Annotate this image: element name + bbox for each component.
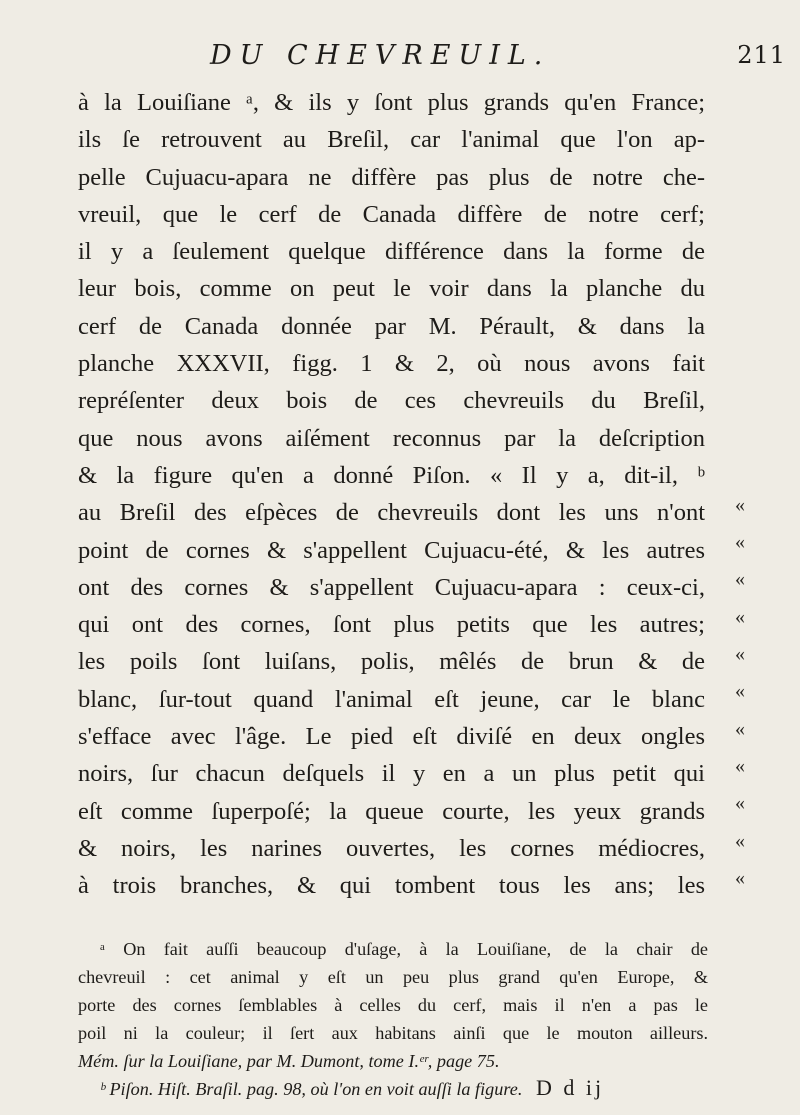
- text-line: au Breſil des eſpèces de chevreuils dont les uns n'ont: [78, 499, 705, 527]
- margin-quote-mark: «: [735, 830, 745, 852]
- text-line: cerf de Canada donnée par M. Pérault, & dans la: [78, 312, 705, 340]
- text-line: planche XXXVII, figg. 1 & 2, où nous avons fait: [78, 350, 705, 378]
- footnote-line: chevreuil : cet animal y eſt un peu plus grand qu'en Europe, &: [78, 967, 708, 987]
- text-line: ont des cornes & s'appellent Cujuacu-apara : ceux-ci,: [78, 573, 705, 601]
- margin-quote-mark: «: [735, 755, 745, 777]
- margin-quote-mark: «: [735, 643, 745, 665]
- footnote-line: ᵃ On fait auſſi beaucoup d'uſage, à la Louiſiane, de la chair de: [100, 939, 708, 959]
- text-line: que nous avons aiſément reconnus par la deſcription: [78, 424, 705, 452]
- text-line: blanc, ſur-tout quand l'animal eſt jeune, car le blanc: [78, 685, 705, 713]
- margin-quote-mark: «: [735, 680, 745, 702]
- text-line: repréſenter deux bois de ces chevreuils du Breſil,: [78, 387, 705, 415]
- footnote-line: Mém. ſur la Louiſiane, par M. Dumont, tome I.ᵉʳ, page 75.: [78, 1051, 500, 1071]
- margin-quote-mark: «: [735, 531, 745, 553]
- margin-quote-mark: «: [735, 867, 745, 889]
- footnote-line: porte des cornes ſemblables à celles du cerf, mais il n'en a pas le: [78, 995, 708, 1015]
- text-line: vreuil, que le cerf de Canada diffère de notre cerf;: [78, 200, 705, 228]
- margin-quote-mark: «: [735, 568, 745, 590]
- footnotes: [78, 935, 708, 1103]
- main-text: [78, 84, 705, 905]
- text-line: qui ont des cornes, ſont plus petits que les autres;: [78, 611, 705, 639]
- text-line: noirs, ſur chacun deſquels il y en a un plus petit qui: [78, 760, 705, 788]
- text-line: & noirs, les narines ouvertes, les cornes médiocres,: [78, 834, 705, 862]
- footnote-line: ᵇ Piſon. Hiſt. Braſil. pag. 98, où l'on en voit auſſi la figure.: [100, 1079, 523, 1099]
- signature-mark: D d ij: [536, 1075, 605, 1100]
- text-line: point de cornes & s'appellent Cujuacu-été, & les autres: [78, 536, 705, 564]
- text-line: s'efface avec l'âge. Le pied eſt diviſé en deux ongles: [78, 723, 705, 751]
- text-line: & la figure qu'en a donné Piſon. « Il y a, dit-il, ᵇ: [78, 461, 705, 489]
- text-line: pelle Cujuacu-apara ne diffère pas plus de notre che-: [78, 163, 705, 191]
- margin-quote-mark: «: [735, 718, 745, 740]
- page-number: 211: [737, 41, 786, 69]
- text-line: eſt comme ſuperpoſé; la queue courte, les yeux grands: [78, 797, 705, 825]
- margin-quote-mark: «: [735, 606, 745, 628]
- running-head: [210, 40, 786, 80]
- footnote-line: poil ni la couleur; il ſert aux habitans ainſi que le mouton ailleurs.: [78, 1023, 708, 1043]
- text-line: à trois branches, & qui tombent tous les ans; les: [78, 872, 705, 900]
- text-line: il y a ſeulement quelque différence dans la forme de: [78, 238, 705, 266]
- running-title: DU CHEVREUIL.: [210, 40, 551, 71]
- text-line: les poils ſont luiſans, polis, mêlés de brun & de: [78, 648, 705, 676]
- text-line: leur bois, comme on peut le voir dans la planche du: [78, 275, 705, 303]
- margin-quote-mark: «: [735, 792, 745, 814]
- margin-quote-mark: «: [735, 494, 745, 516]
- text-line: ils ſe retrouvent au Breſil, car l'animal que l'on ap-: [78, 126, 705, 154]
- text-line: à la Louiſiane ᵃ, & ils y ſont plus grands qu'en France;: [78, 89, 705, 116]
